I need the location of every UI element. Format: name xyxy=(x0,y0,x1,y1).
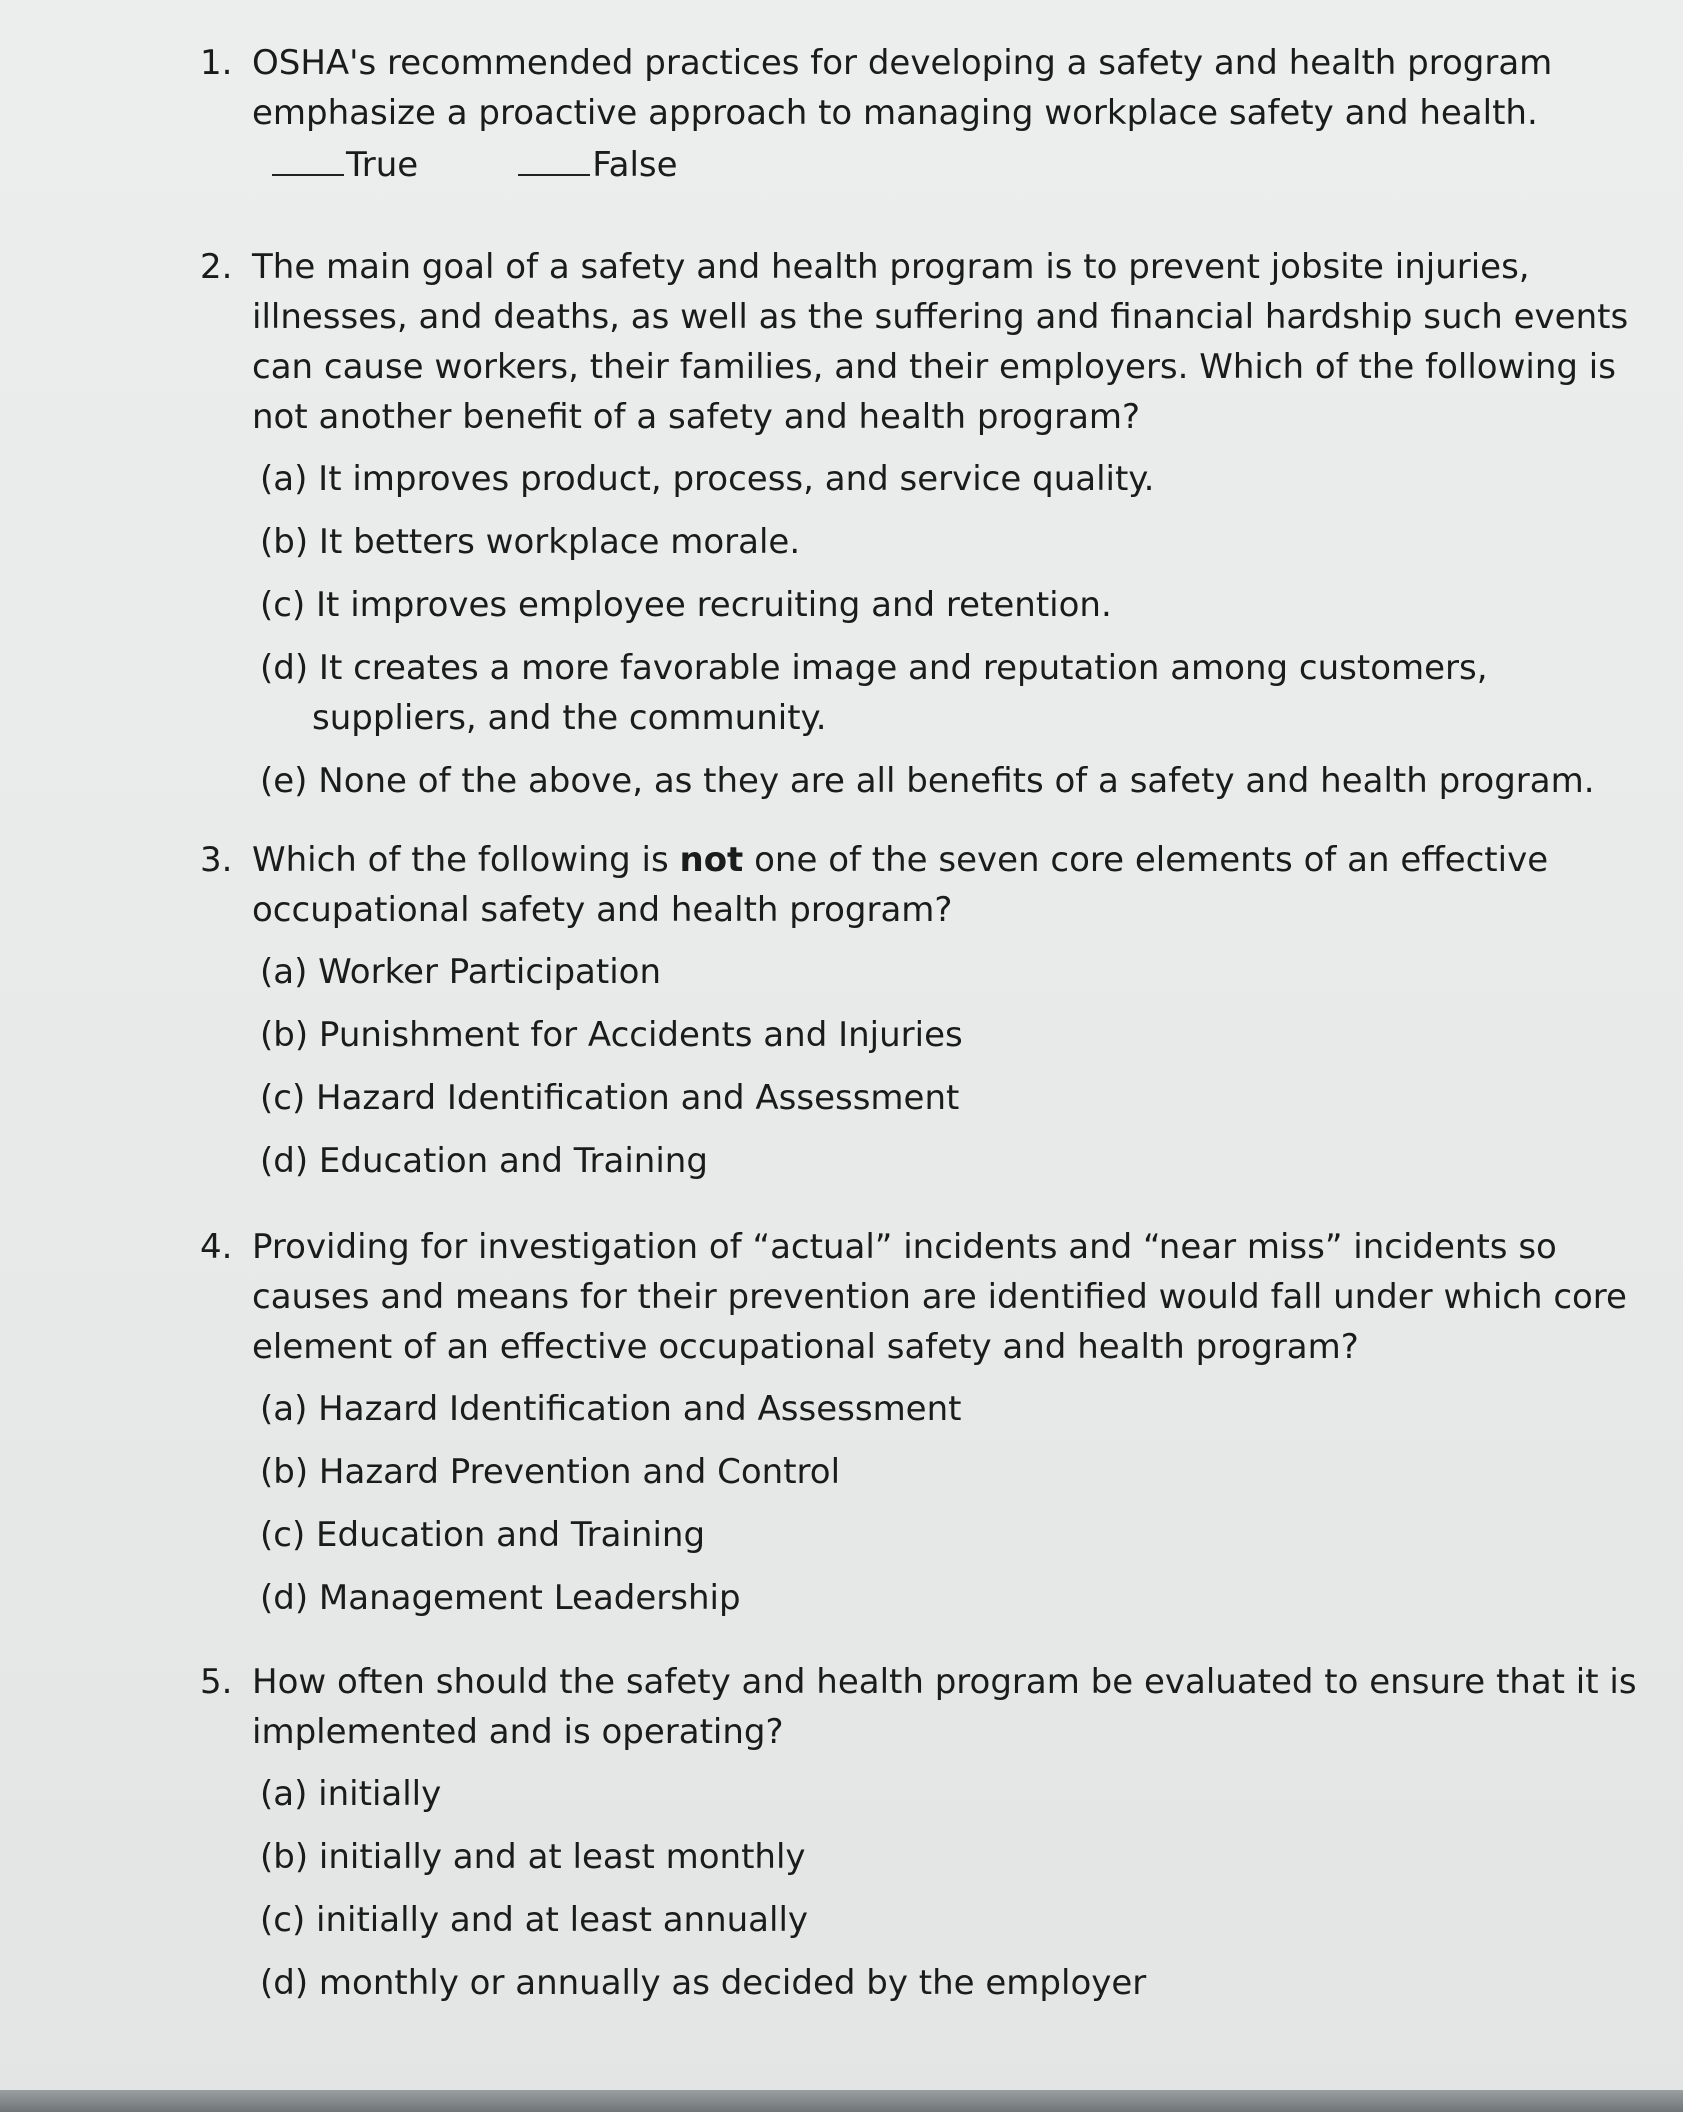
true-blank[interactable] xyxy=(272,146,344,176)
question-number: 5. xyxy=(200,1662,233,1702)
question-5 xyxy=(200,1657,1660,2021)
option-d[interactable]: (d) monthly or annually as decided by the employer xyxy=(260,1963,1147,2003)
true-option[interactable] xyxy=(272,140,418,190)
question-number: 4. xyxy=(200,1227,233,1267)
option-a[interactable]: (a) Worker Participation xyxy=(260,952,662,992)
option-d[interactable]: (d) It creates a more favorable image and reputation among customers, suppliers, and the community. xyxy=(260,648,1488,738)
answer-options xyxy=(260,1384,1660,1623)
option-c[interactable]: (c) Hazard Identification and Assessment xyxy=(260,1078,960,1118)
option-a[interactable]: (a) Hazard Identification and Assessment xyxy=(260,1389,962,1429)
option-b[interactable]: (b) Hazard Prevention and Control xyxy=(260,1452,841,1492)
question-stem xyxy=(252,835,1660,935)
question-stem: Providing for investigation of “actual” incidents and “near miss” incidents so causes and means for their prevention are identified would fall under which core element of an effective occupational safety and health program? xyxy=(252,1227,1627,1367)
stem-text-pre: Which of the following is xyxy=(252,840,680,880)
question-3 xyxy=(200,835,1660,1199)
option-e[interactable]: (e) None of the above, as they are all benefits of a safety and health program. xyxy=(260,761,1595,801)
option-a[interactable]: (a) It improves product, process, and service quality. xyxy=(260,459,1155,499)
page-bottom-edge xyxy=(0,2090,1683,2112)
question-stem: OSHA's recommended practices for developing a safety and health program emphasize a proactive approach to managing workplace safety and health. xyxy=(252,43,1553,133)
answer-options xyxy=(260,1769,1660,2008)
question-2 xyxy=(200,242,1660,819)
question-number: 2. xyxy=(200,247,233,287)
question-number: 3. xyxy=(200,840,233,880)
option-d[interactable]: (d) Management Leadership xyxy=(260,1578,741,1618)
answer-options xyxy=(260,454,1660,806)
option-c[interactable]: (c) initially and at least annually xyxy=(260,1900,809,1940)
question-1 xyxy=(200,38,1660,190)
option-c[interactable]: (c) It improves employee recruiting and retention. xyxy=(260,585,1112,625)
stem-text-post: one of the seven core elements of an effective occupational safety and health program? xyxy=(252,840,1549,930)
false-blank[interactable] xyxy=(518,146,590,176)
false-label: False xyxy=(592,145,678,185)
false-option[interactable] xyxy=(518,140,677,190)
option-b[interactable]: (b) Punishment for Accidents and Injuries xyxy=(260,1015,963,1055)
option-b[interactable]: (b) initially and at least monthly xyxy=(260,1837,806,1877)
option-b[interactable]: (b) It betters workplace morale. xyxy=(260,522,801,562)
question-4 xyxy=(200,1222,1660,1636)
true-label: True xyxy=(346,145,419,185)
question-stem: How often should the safety and health program be evaluated to ensure that it is implemented and is operating? xyxy=(252,1662,1637,1752)
option-d[interactable]: (d) Education and Training xyxy=(260,1141,708,1181)
stem-emphasis: not xyxy=(679,840,744,880)
answer-options xyxy=(260,947,1660,1186)
question-stem: The main goal of a safety and health program is to prevent jobsite injuries, illnesses, and deaths, as well as the suffering and financial hardship such events can cause workers, their families, and their employers. Which of the following is not another benefit of a safety and health program? xyxy=(252,247,1629,437)
question-number: 1. xyxy=(200,43,233,83)
option-a[interactable]: (a) initially xyxy=(260,1774,442,1814)
option-c[interactable]: (c) Education and Training xyxy=(260,1515,706,1555)
true-false-answers xyxy=(272,140,1660,190)
